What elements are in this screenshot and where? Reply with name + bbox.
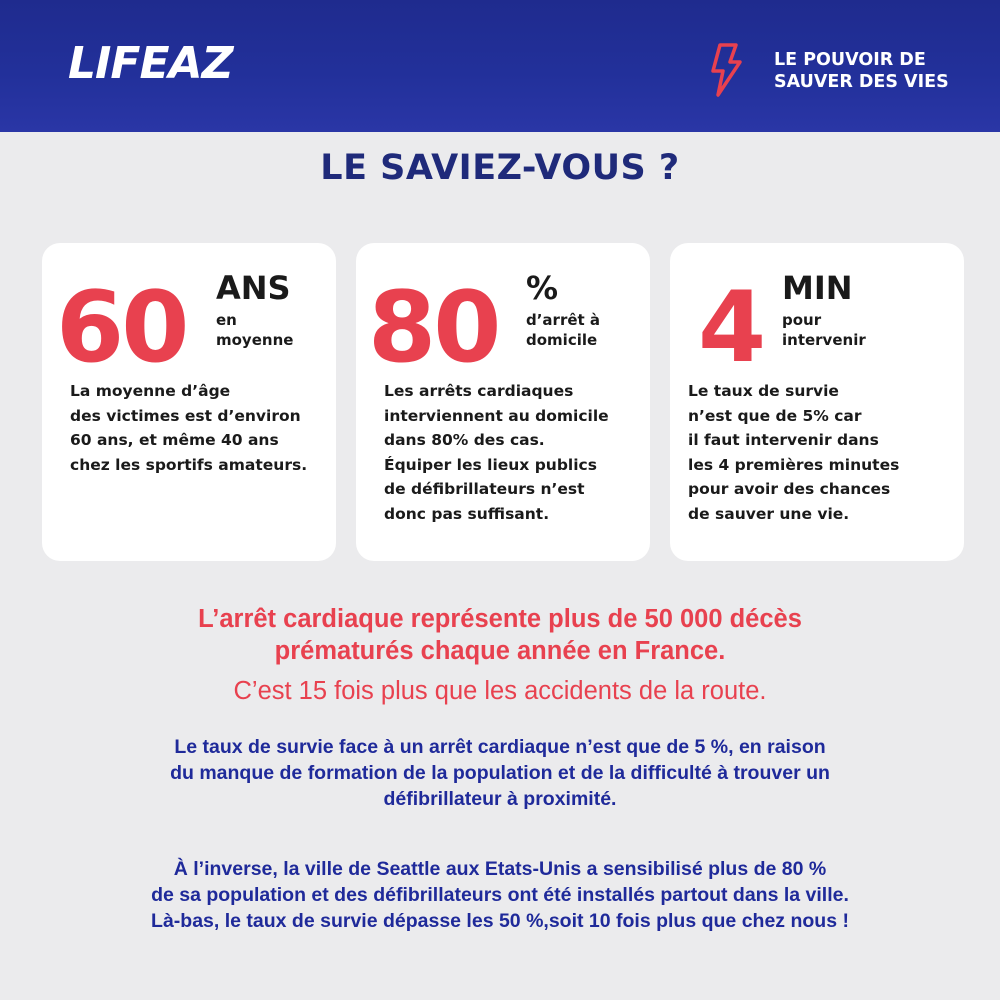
lightning-bolt-icon (706, 42, 746, 98)
stat-description (384, 379, 646, 526)
highlight-comparison: C’est 15 fois plus que les accidents de la route. (233, 677, 767, 705)
stat-description (70, 379, 332, 477)
stat-subtitle-line: moyenne (216, 331, 294, 349)
paragraph-line: défibrillateur à proximité. (383, 788, 617, 810)
description-line: 60 ans, et même 40 ans (70, 431, 279, 449)
paragraph-line: À l’inverse, la ville de Seattle aux Etats-Unis a sensibilisé plus de 80 % (173, 858, 827, 880)
description-line: chez les sportifs amateurs. (70, 455, 308, 474)
stat-unit: % (526, 269, 559, 307)
paragraph-line: du manque de formation de la population et de la difficulté à trouver un (170, 762, 830, 784)
stat-number: 60 (56, 271, 187, 385)
stat-subtitle-line: intervenir (782, 331, 866, 349)
stat-number: 80 (368, 271, 499, 385)
tagline (774, 49, 949, 93)
stat-number: 4 (698, 271, 764, 385)
stat-card-age (42, 243, 336, 561)
description-line: pour avoir des chances (688, 480, 891, 498)
description-line: dans 80% des cas. (384, 431, 545, 449)
stat-unit: ANS (216, 269, 291, 307)
highlight-line-2: prématurés chaque année en France. (274, 637, 726, 665)
stat-card-time (670, 243, 964, 561)
paragraph-line: Là-bas, le taux de survie dépasse les 50 %,soit 10 fois plus que chez nous ! (151, 910, 849, 932)
stat-card-home (356, 243, 650, 561)
description-line: Équiper les lieux publics (384, 455, 597, 474)
description-line: donc pas suffisant. (384, 504, 550, 523)
section-title: LE SAVIEZ-VOUS ? (320, 148, 680, 188)
description-line: il faut intervenir dans (688, 431, 879, 449)
description-line: La moyenne d’âge (70, 382, 231, 400)
stat-unit: MIN (782, 269, 853, 307)
description-line: Les arrêts cardiaques (384, 382, 574, 400)
highlight-line-1: L’arrêt cardiaque représente plus de 50 000 décès (198, 605, 802, 633)
description-line: de sauver une vie. (688, 504, 850, 523)
stat-description (688, 379, 950, 526)
description-line: n’est que de 5% car (688, 406, 862, 425)
tagline-line-1: LE POUVOIR DE (774, 50, 926, 70)
header-banner (0, 0, 1000, 132)
brand-logo: LIFEAZ (68, 38, 233, 89)
paragraph-line: de sa population et des défibrillateurs ont été installés partout dans la ville. (151, 884, 849, 906)
tagline-line-2: SAUVER DES VIES (774, 72, 949, 92)
description-line: Le taux de survie (688, 382, 839, 400)
stat-subtitle (216, 310, 293, 350)
highlight-statement (0, 603, 1000, 667)
description-line: de défibrillateurs n’est (384, 480, 585, 498)
stat-subtitle-line: d’arrêt à (526, 311, 601, 329)
stat-subtitle-line: pour (782, 311, 822, 329)
description-line: les 4 premières minutes (688, 455, 900, 474)
paragraph-line: Le taux de survie face à un arrêt cardiaque n’est que de 5 %, en raison (174, 736, 826, 758)
description-line: des victimes est d’environ (70, 406, 301, 425)
stat-subtitle-line: en (216, 311, 237, 329)
survival-rate-paragraph (0, 734, 1000, 812)
description-line: interviennent au domicile (384, 406, 609, 425)
seattle-paragraph (0, 856, 1000, 934)
stat-subtitle (526, 310, 600, 350)
stat-subtitle-line: domicile (526, 331, 598, 349)
stat-subtitle (782, 310, 866, 350)
